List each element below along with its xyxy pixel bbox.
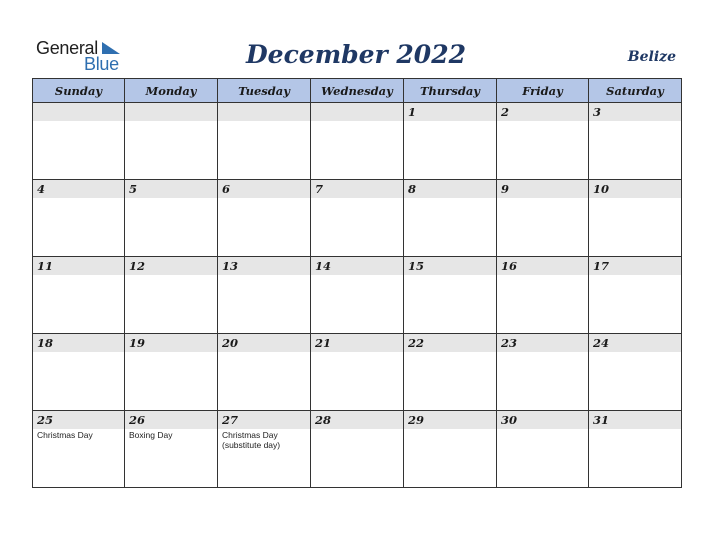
day-number: 16 [497, 257, 588, 275]
day-number: 13 [218, 257, 310, 275]
weekday-header: Wednesday [311, 79, 404, 103]
holiday-label [125, 121, 217, 122]
day-number: 29 [404, 411, 496, 429]
holiday-label [589, 429, 681, 430]
logo-text-general: General [36, 38, 98, 58]
day-cell [311, 334, 404, 411]
holiday-label [311, 275, 403, 276]
holiday-label [311, 198, 403, 199]
day-cell [497, 180, 589, 257]
day-number: 17 [589, 257, 681, 275]
holiday-label [404, 198, 496, 199]
holiday-label [218, 198, 310, 199]
day-cell [589, 180, 682, 257]
day-number: 25 [33, 411, 124, 429]
day-number: 9 [497, 180, 588, 198]
holiday-label [311, 429, 403, 430]
page-title: December 2022 [245, 40, 466, 69]
weekday-header: Saturday [589, 79, 682, 103]
day-cell [218, 257, 311, 334]
holiday-label [33, 121, 124, 122]
day-cell [218, 334, 311, 411]
holiday-label [497, 121, 588, 122]
holiday-label [497, 429, 588, 430]
day-cell [311, 411, 404, 488]
week-row [33, 103, 682, 180]
day-number: 11 [33, 257, 124, 275]
day-number: 26 [125, 411, 217, 429]
day-number: 31 [589, 411, 681, 429]
holiday-label [497, 275, 588, 276]
holiday-label [589, 121, 681, 122]
day-number [33, 103, 124, 121]
day-cell [404, 103, 497, 180]
day-number [311, 103, 403, 121]
day-number: 8 [404, 180, 496, 198]
day-number: 22 [404, 334, 496, 352]
day-number: 15 [404, 257, 496, 275]
day-cell [404, 411, 497, 488]
holiday-label [311, 352, 403, 353]
day-cell [218, 103, 311, 180]
day-number: 19 [125, 334, 217, 352]
day-cell [311, 180, 404, 257]
day-number [218, 103, 310, 121]
day-cell [33, 334, 125, 411]
day-number: 30 [497, 411, 588, 429]
day-cell [589, 103, 682, 180]
day-cell [218, 180, 311, 257]
day-cell [125, 180, 218, 257]
day-number: 20 [218, 334, 310, 352]
day-number: 23 [497, 334, 588, 352]
calendar-grid [32, 78, 682, 488]
day-number: 12 [125, 257, 217, 275]
holiday-label [218, 275, 310, 276]
holiday-label [497, 352, 588, 353]
holiday-label [404, 352, 496, 353]
day-number: 24 [589, 334, 681, 352]
day-number: 18 [33, 334, 124, 352]
day-cell [589, 257, 682, 334]
holiday-label [33, 275, 124, 276]
logo-text-blue: Blue [84, 54, 119, 74]
weekday-header: Thursday [404, 79, 497, 103]
country-label: Belize [627, 49, 676, 65]
weekday-header: Sunday [33, 79, 125, 103]
day-number [125, 103, 217, 121]
day-cell [125, 257, 218, 334]
day-cell [125, 103, 218, 180]
day-number: 1 [404, 103, 496, 121]
day-cell [497, 411, 589, 488]
weekday-header: Monday [125, 79, 218, 103]
holiday-label: Christmas Day (substitute day) [222, 430, 281, 450]
day-cell [125, 334, 218, 411]
day-number: 4 [33, 180, 124, 198]
day-number: 21 [311, 334, 403, 352]
weekday-header: Friday [497, 79, 589, 103]
holiday-label [404, 429, 496, 430]
holiday-label [125, 198, 217, 199]
holiday-label [218, 352, 310, 353]
week-row [33, 257, 682, 334]
holiday-label [589, 352, 681, 353]
day-cell [33, 257, 125, 334]
day-cell [33, 411, 125, 488]
holiday-label [33, 198, 124, 199]
holiday-label [218, 121, 310, 122]
day-number: 3 [589, 103, 681, 121]
day-cell [404, 180, 497, 257]
day-number: 7 [311, 180, 403, 198]
day-number: 2 [497, 103, 588, 121]
day-number: 10 [589, 180, 681, 198]
holiday-label [125, 352, 217, 353]
day-cell [125, 411, 218, 488]
holiday-label [589, 198, 681, 199]
day-number: 27 [218, 411, 310, 429]
day-cell [311, 103, 404, 180]
week-row [33, 180, 682, 257]
holiday-label [589, 275, 681, 276]
day-cell [589, 411, 682, 488]
holiday-label [404, 121, 496, 122]
week-row [33, 334, 682, 411]
week-row [33, 411, 682, 488]
holiday-label [125, 275, 217, 276]
day-cell [404, 257, 497, 334]
weekday-header: Tuesday [218, 79, 311, 103]
day-cell [589, 334, 682, 411]
day-cell [497, 103, 589, 180]
holiday-label [33, 352, 124, 353]
weekday-header-row [33, 79, 682, 103]
day-cell [33, 180, 125, 257]
day-cell [33, 103, 125, 180]
day-cell [497, 257, 589, 334]
day-number: 28 [311, 411, 403, 429]
day-cell [311, 257, 404, 334]
day-cell [497, 334, 589, 411]
day-cell [218, 411, 311, 488]
holiday-label [311, 121, 403, 122]
day-number: 5 [125, 180, 217, 198]
holiday-label: Christmas Day [37, 430, 93, 440]
holiday-label [404, 275, 496, 276]
day-number: 14 [311, 257, 403, 275]
holiday-label: Boxing Day [129, 430, 173, 440]
day-number: 6 [218, 180, 310, 198]
holiday-label [497, 198, 588, 199]
day-cell [404, 334, 497, 411]
